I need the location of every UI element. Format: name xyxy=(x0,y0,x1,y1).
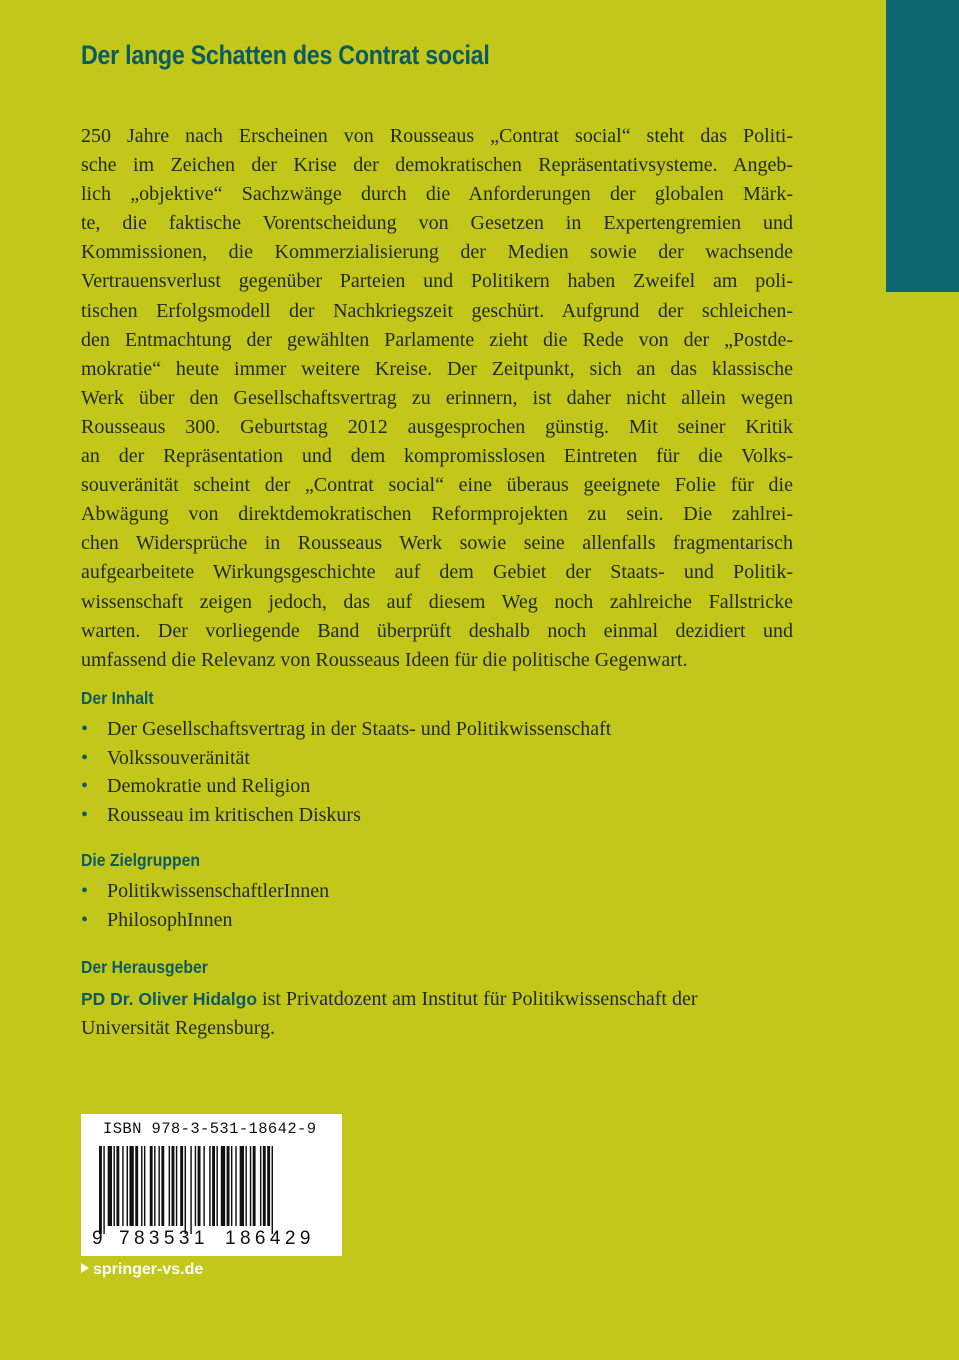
contents-list xyxy=(81,715,611,829)
barcode-bars xyxy=(99,1146,325,1234)
editor-bio-text: Universität Regensburg. xyxy=(81,1017,276,1039)
blurb-line: chen Widersprüche in Rousseaus Werk sowie seine allenfalls fragmentarisch xyxy=(81,532,793,555)
bullet-icon: • xyxy=(81,775,89,797)
blurb-paragraph xyxy=(81,122,793,675)
audience-list xyxy=(81,877,329,934)
editor-name: PD Dr. Oliver Hidalgo xyxy=(81,989,258,1009)
barcode-digit-group-left: 783531 xyxy=(119,1228,209,1249)
blurb-line: Kommissionen, die Kommerzialisierung der Medien sowie der wachsende xyxy=(81,241,793,264)
bullet-icon: • xyxy=(81,718,89,740)
list-item xyxy=(81,801,611,830)
blurb-line: Werk über den Gesellschaftsvertrag zu erinnern, ist daher nicht allein wegen xyxy=(81,386,793,409)
blurb-line: mokratie“ heute immer weitere Kreise. Der Zeitpunkt, sich an das klassische xyxy=(81,357,793,380)
blurb-line: souveränität scheint der „Contrat social“ eine überaus geeignete Folie für die xyxy=(81,474,793,497)
blurb-line: 250 Jahre nach Erscheinen von Rousseaus „Contrat social“ steht das Politi- xyxy=(81,125,793,147)
editor-bio xyxy=(81,985,793,1043)
blurb-line: Rousseaus 300. Geburtstag 2012 ausgesprochen günstig. Mit seiner Kritik xyxy=(81,415,793,438)
list-item xyxy=(81,772,611,801)
barcode-digit-group-right: 186429 xyxy=(225,1228,315,1249)
blurb-line: tischen Erfolgsmodell der Nachkriegszeit geschürt. Aufgrund der schleichen- xyxy=(81,299,793,322)
arrow-right-icon xyxy=(81,1263,89,1273)
blurb-line: wissenschaft zeigen jedoch, das auf diesem Weg noch zahlreiche Fallstricke xyxy=(81,590,793,613)
list-item xyxy=(81,906,329,935)
list-item-label: PolitikwissenschaftlerInnen xyxy=(107,880,330,902)
list-item-label: Demokratie und Religion xyxy=(107,775,311,797)
list-item xyxy=(81,744,611,773)
audience-heading: Die Zielgruppen xyxy=(81,850,201,870)
list-item-label: PhilosophInnen xyxy=(107,908,233,931)
blurb-line: Vertrauensverlust gegenüber Parteien und Politikern haben Zweifel am poli- xyxy=(81,270,793,293)
publisher-link[interactable] xyxy=(81,1261,203,1279)
bullet-icon: • xyxy=(81,746,89,769)
isbn-barcode xyxy=(81,1114,342,1256)
bullet-icon: • xyxy=(81,908,89,931)
list-item-label: Rousseau im kritischen Diskurs xyxy=(107,803,361,826)
blurb-line: warten. Der vorliegende Band überprüft deshalb noch einmal dezidiert und xyxy=(81,619,793,642)
list-item xyxy=(81,877,329,906)
blurb-line: te, die faktische Vorentscheidung von Gesetzen in Expertengremien und xyxy=(81,212,793,235)
blurb-line: Abwägung von direktdemokratischen Reformprojekten zu sein. Die zahlrei- xyxy=(81,503,793,526)
book-title: Der lange Schatten des Contrat social xyxy=(81,40,490,70)
publisher-url: springer-vs.de xyxy=(93,1261,204,1278)
barcode-digit-prefix: 9 xyxy=(92,1228,103,1249)
blurb-line: lich „objektive“ Sachzwänge durch die Anforderungen der globalen Märk- xyxy=(81,183,793,206)
isbn-label: ISBN 978-3-531-18642-9 xyxy=(103,1120,317,1138)
spine-color-tab xyxy=(886,0,959,292)
blurb-line: umfassend die Relevanz von Rousseaus Ideen für die politische Gegenwart. xyxy=(81,648,688,671)
blurb-line: sche im Zeichen der Krise der demokratischen Repräsentativsysteme. Angeb- xyxy=(81,154,793,177)
list-item xyxy=(81,715,611,744)
bullet-icon: • xyxy=(81,803,89,826)
contents-heading: Der Inhalt xyxy=(81,688,154,708)
list-item-label: Volkssouveränität xyxy=(107,746,250,769)
blurb-line: an der Repräsentation und dem kompromisslosen Eintreten für die Volks- xyxy=(81,445,793,468)
bullet-icon: • xyxy=(81,880,89,902)
list-item-label: Der Gesellschaftsvertrag in der Staats- und Politikwissenschaft xyxy=(107,718,612,740)
blurb-line: den Entmachtung der gewählten Parlamente zieht die Rede von der „Postde- xyxy=(81,328,793,351)
editor-bio-text: ist Privatdozent am Institut für Politikwissenschaft der xyxy=(257,988,698,1010)
editor-heading: Der Herausgeber xyxy=(81,957,208,977)
blurb-line: aufgearbeitete Wirkungsgeschichte auf dem Gebiet der Staats- und Politik- xyxy=(81,561,793,584)
